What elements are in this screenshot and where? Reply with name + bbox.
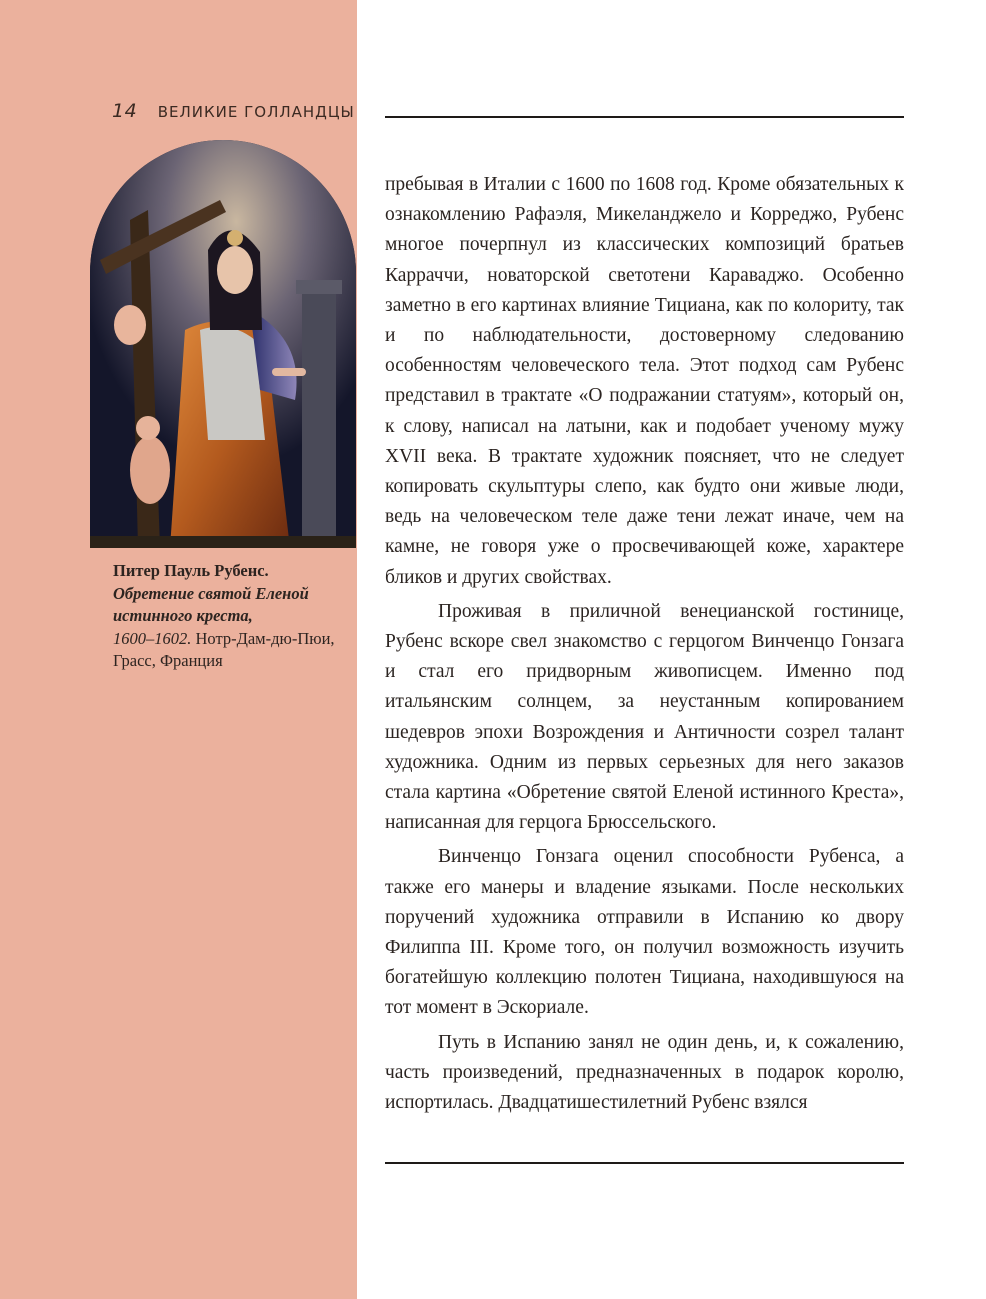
paragraph: Проживая в приличной венецианской гостинице, Рубенс вскоре свел знакомство с герцогом Винченцо Гонзага и стал его придворным живописцем. Именно под итальянским солнцем, за неустанным копированием шедевров эпохи Возрождения и Античности созрел талант художника. Одним из первых серьезных для него заказов стала картина «Обретение святой Еленой истинного Креста», написанная для герцога Брюссельского. [385,600,904,834]
bottom-rule [385,1162,904,1164]
section-title: ВЕЛИКИЕ ГОЛЛАНДЦЫ [157,103,355,121]
caption-location: Нотр-Дам-дю-Пюи, Грасс, Франция [113,628,335,670]
paragraph: Винченцо Гонзага оценил способности Рубенса, а также его манеры и владение языками. После нескольких поручений художника отправили в Испанию ко двору Филиппа III. Кроме того, он получил возможность изучить богатейшую коллекцию полотен Тициана, находившуюся на тот момент в Эскориале. [385,846,904,1019]
paragraph: пребывая в Италии с 1600 по 1608 год. Кроме обязательных к ознакомлению Рафаэля, Микеланджело и Корреджо, Рубенс многое почерпнул из классических композиций братьев Карраччи, новаторской светотени Караваджо. Особенно заметно в его картинах влияние Тициана, как по колориту, так и по наблюдательности, достоверному следованию особенностям человеческого тела. Этот подход сам Рубенс представил в трактате «О подражании статуям», который он, к слову, написал на латыни, как и подобает ученому мужу XVII века. В трактате художник поясняет, что не следует копировать скульптуры слепо, как будто они живые люди, ведь на человеческом теле даже тени лежат иначе, чем на камне, не говоря уже о просвечивающей коже, характере бликов и других свойствах. [385,174,904,588]
painting-image [90,140,356,548]
caption-title: Обретение святой Еленой истинного креста, [113,583,309,625]
top-rule [385,116,904,118]
caption-years: 1600–1602. [113,628,192,648]
running-head [112,100,355,122]
figure-caption [113,560,353,673]
caption-artist: Питер Пауль Рубенс. [113,561,269,580]
painting-saint-helena-icon [90,140,356,548]
page-number: 14 [112,100,138,122]
body-text [385,170,904,1118]
paragraph: Путь в Испанию занял не один день, и, к сожалению, часть произведений, предназначенных в подарок королю, испортилась. Двадцатишестилетний Рубенс взялся [385,1031,904,1114]
